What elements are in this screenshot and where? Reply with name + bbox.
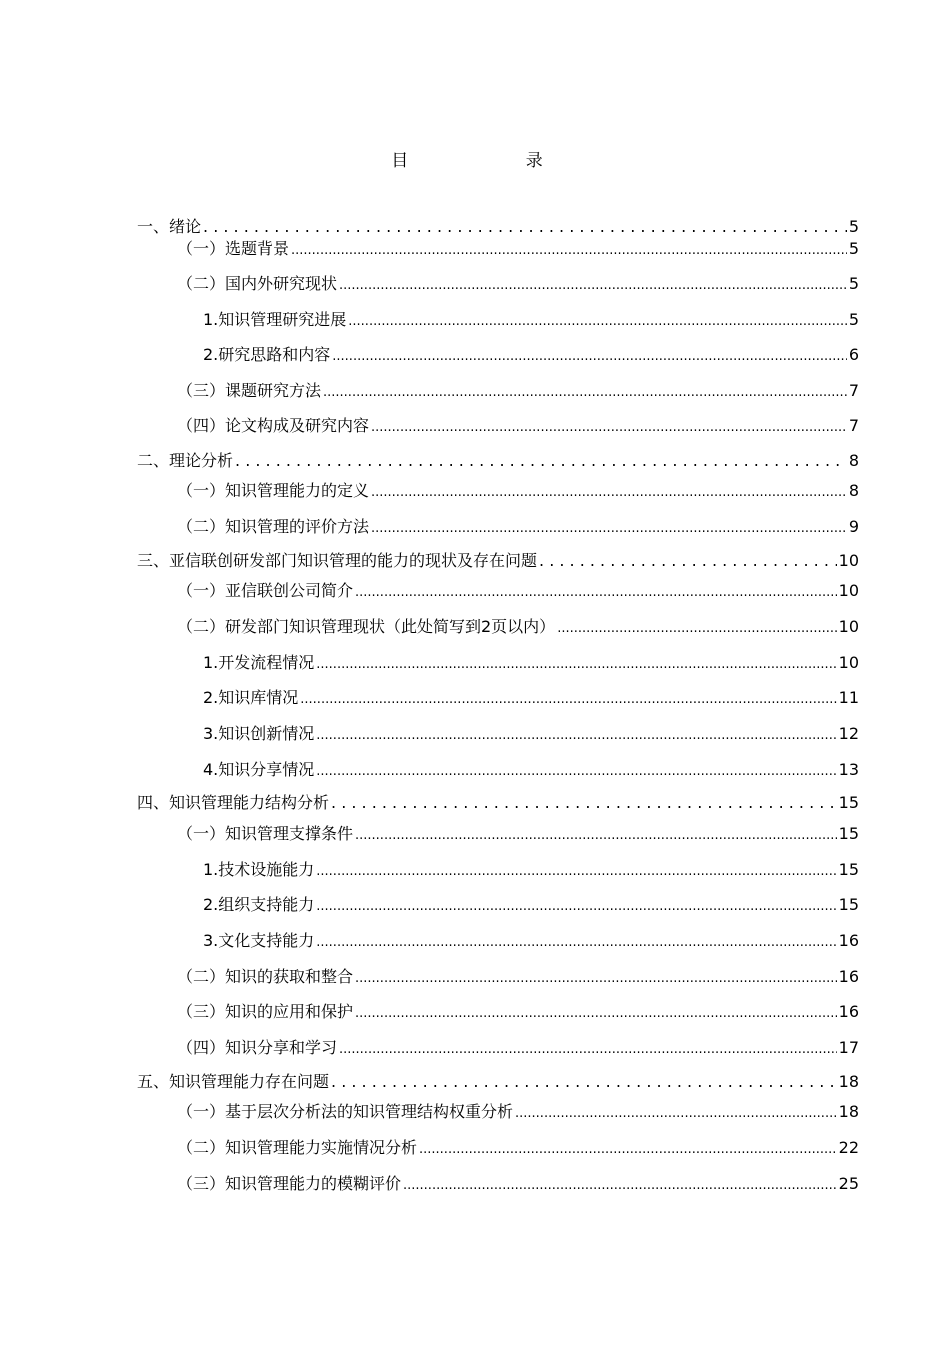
toc-page-number: 15	[838, 824, 859, 843]
toc-title: 目 录	[391, 151, 599, 171]
toc-leader	[316, 931, 836, 950]
toc-page-number: 10	[838, 653, 859, 672]
toc-entry-text: （二）知识管理能力实施情况分析	[177, 1138, 418, 1157]
toc-leader	[355, 967, 837, 986]
toc-entry-text: 三、亚信联创研发部门知识管理的能力的现状及存在问题	[137, 551, 538, 570]
toc-entry[interactable]	[203, 650, 859, 673]
toc-leader	[355, 824, 837, 843]
toc-entry[interactable]	[177, 413, 859, 436]
toc-page-number: 5	[848, 217, 859, 236]
toc-entry-text: （二）研发部门知识管理现状（此处简写到2页以内）	[177, 617, 556, 636]
toc-entry-text: （二）国内外研究现状	[177, 274, 338, 293]
toc-leader	[355, 1002, 837, 1021]
toc-entry[interactable]	[177, 1135, 859, 1158]
toc-entry[interactable]	[137, 1069, 859, 1092]
toc-entry[interactable]	[177, 964, 859, 987]
toc-leader	[323, 381, 847, 400]
toc-entry[interactable]	[177, 1035, 859, 1058]
toc-entry[interactable]	[137, 448, 859, 471]
toc-leader	[332, 345, 847, 364]
toc-entry-text: 1.知识管理研究进展	[203, 310, 347, 329]
toc-entry-text: 2.研究思路和内容	[203, 345, 331, 364]
toc-entry-text: 3.文化支持能力	[203, 931, 315, 950]
toc-entry-text: （三）知识的应用和保护	[177, 1002, 354, 1021]
toc-entry-text: （一）基于层次分析法的知识管理结构权重分析	[177, 1102, 514, 1121]
toc-entry[interactable]	[177, 1171, 859, 1194]
toc-leader	[339, 1038, 837, 1057]
toc-entry[interactable]	[137, 214, 859, 237]
toc-page-number: 7	[848, 381, 859, 400]
toc-page-number: 12	[838, 724, 859, 743]
toc-entry[interactable]	[203, 721, 859, 744]
toc-leader	[203, 217, 847, 236]
toc-page-number: 16	[838, 931, 859, 950]
toc-page-number: 5	[848, 274, 859, 293]
toc-entry-text: （一）知识管理支撑条件	[177, 824, 354, 843]
toc-page-number: 15	[838, 793, 859, 812]
toc-entry[interactable]	[177, 999, 859, 1022]
toc-leader	[371, 416, 847, 435]
toc-entry-text: 3.知识创新情况	[203, 724, 315, 743]
toc-page-number: 10	[838, 617, 859, 636]
toc-leader	[316, 895, 836, 914]
toc-entry-text: （一）知识管理能力的定义	[177, 481, 370, 500]
toc-entry[interactable]	[177, 378, 859, 401]
toc-leader	[403, 1174, 837, 1193]
toc-leader	[291, 239, 847, 258]
toc-entry-text: 五、知识管理能力存在问题	[137, 1072, 330, 1091]
toc-entry[interactable]	[177, 271, 859, 294]
toc-page-number: 18	[838, 1072, 859, 1091]
toc-page-number: 15	[838, 860, 859, 879]
toc-page-number: 7	[848, 416, 859, 435]
toc-entry[interactable]	[203, 685, 859, 708]
toc-page-number: 6	[848, 345, 859, 364]
toc-page-number: 9	[848, 517, 859, 536]
toc-entry[interactable]	[203, 307, 859, 330]
toc-entry-text: （四）知识分享和学习	[177, 1038, 338, 1057]
toc-entry[interactable]	[177, 1099, 859, 1122]
toc-entry-text: 2.知识库情况	[203, 688, 299, 707]
toc-leader	[235, 451, 847, 470]
toc-entry-text: 四、知识管理能力结构分析	[137, 793, 330, 812]
toc-page-number: 16	[838, 1002, 859, 1021]
toc-entry[interactable]	[203, 928, 859, 951]
toc-page-number: 16	[838, 967, 859, 986]
toc-entry[interactable]	[137, 548, 859, 571]
toc-page-number: 15	[838, 895, 859, 914]
toc-page-number: 13	[838, 760, 859, 779]
toc-page-number: 11	[838, 688, 859, 707]
toc-entry[interactable]	[177, 614, 859, 637]
toc-entry[interactable]	[177, 478, 859, 501]
toc-leader	[557, 617, 836, 636]
toc-entry[interactable]	[203, 342, 859, 365]
toc-leader	[316, 724, 836, 743]
toc-entry-text: （四）论文构成及研究内容	[177, 416, 370, 435]
toc-entry[interactable]	[203, 757, 859, 780]
toc-entry-text: （一）亚信联创公司简介	[177, 581, 354, 600]
toc-leader	[539, 551, 837, 570]
toc-page-number: 8	[848, 481, 859, 500]
toc-page-number: 5	[848, 310, 859, 329]
toc-entry[interactable]	[177, 236, 859, 259]
toc-entry[interactable]	[203, 892, 859, 915]
toc-entry[interactable]	[203, 857, 859, 880]
toc-page-number: 18	[838, 1102, 859, 1121]
toc-page-number: 17	[838, 1038, 859, 1057]
toc-leader	[419, 1138, 837, 1157]
toc-leader	[331, 793, 837, 812]
toc-leader	[316, 860, 836, 879]
toc-leader	[515, 1102, 837, 1121]
toc-entry-text: （二）知识的获取和整合	[177, 967, 354, 986]
toc-leader	[355, 581, 837, 600]
toc-leader	[316, 760, 836, 779]
toc-entry-text: 1.技术设施能力	[203, 860, 315, 879]
toc-entry-text: 1.开发流程情况	[203, 653, 315, 672]
toc-entry-text: 一、绪论	[137, 217, 202, 236]
toc-entry[interactable]	[137, 790, 859, 813]
toc-entry-text: （二）知识管理的评价方法	[177, 517, 370, 536]
toc-entry-text: （三）课题研究方法	[177, 381, 322, 400]
toc-leader	[371, 517, 847, 536]
toc-entry[interactable]	[177, 514, 859, 537]
toc-entry[interactable]	[177, 821, 859, 844]
toc-leader	[348, 310, 847, 329]
toc-page-number: 10	[838, 581, 859, 600]
toc-leader	[316, 653, 836, 672]
toc-entry-text: 2.组织支持能力	[203, 895, 315, 914]
toc-page-number: 22	[838, 1138, 859, 1157]
toc-entry-text: 4.知识分享情况	[203, 760, 315, 779]
toc-entry-text: （一）选题背景	[177, 239, 290, 258]
toc-leader	[339, 274, 847, 293]
toc-entry-text: （三）知识管理能力的模糊评价	[177, 1174, 402, 1193]
toc-leader	[371, 481, 847, 500]
toc-entry[interactable]	[177, 578, 859, 601]
toc-page-number: 25	[838, 1174, 859, 1193]
toc-page-number: 10	[838, 551, 859, 570]
toc-page-number: 5	[848, 239, 859, 258]
toc-page-number: 8	[848, 451, 859, 470]
toc-entry-text: 二、理论分析	[137, 451, 234, 470]
toc-leader	[331, 1072, 837, 1091]
toc-leader	[300, 688, 836, 707]
